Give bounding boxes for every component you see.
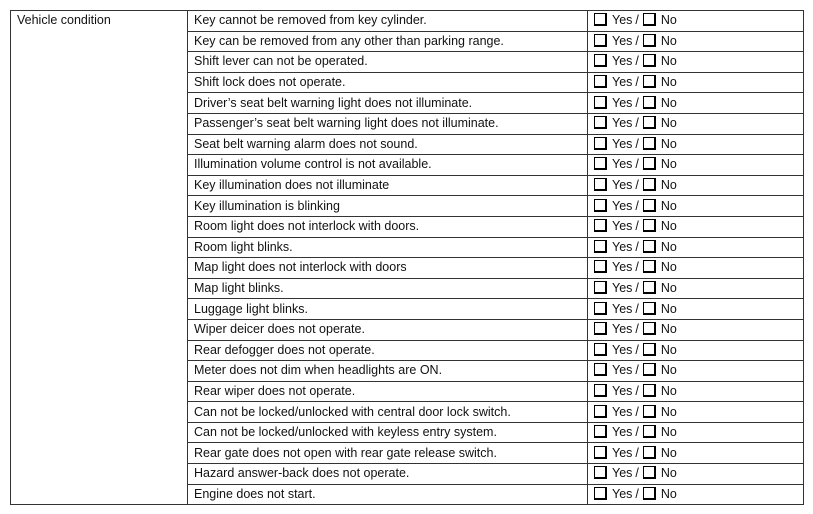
yes-no-options xyxy=(588,319,804,340)
yes-label: Yes xyxy=(612,342,633,357)
yes-no-options xyxy=(588,422,804,443)
yes-checkbox[interactable] xyxy=(594,178,607,191)
condition-description: Luggage light blinks. xyxy=(188,299,588,320)
no-label: No xyxy=(660,383,677,398)
no-label: No xyxy=(660,219,677,234)
no-checkbox[interactable] xyxy=(643,116,656,129)
condition-description: Passenger’s seat belt warning light does not illuminate. xyxy=(188,113,588,134)
no-checkbox[interactable] xyxy=(643,219,656,232)
no-label: No xyxy=(660,363,677,378)
option-separator: / xyxy=(635,281,639,296)
no-label: No xyxy=(660,301,677,316)
yes-label: Yes xyxy=(612,33,633,48)
yes-label: Yes xyxy=(612,198,633,213)
condition-description: Wiper deicer does not operate. xyxy=(188,319,588,340)
no-label: No xyxy=(660,95,677,110)
yes-label: Yes xyxy=(612,281,633,296)
no-checkbox[interactable] xyxy=(643,260,656,273)
yes-checkbox[interactable] xyxy=(594,446,607,459)
yes-checkbox[interactable] xyxy=(594,54,607,67)
no-checkbox[interactable] xyxy=(643,137,656,150)
yes-label: Yes xyxy=(612,260,633,275)
yes-checkbox[interactable] xyxy=(594,157,607,170)
yes-no-options xyxy=(588,11,804,32)
no-label: No xyxy=(660,116,677,131)
no-checkbox[interactable] xyxy=(643,96,656,109)
yes-no-options xyxy=(588,361,804,382)
no-checkbox[interactable] xyxy=(643,54,656,67)
yes-checkbox[interactable] xyxy=(594,384,607,397)
yes-label: Yes xyxy=(612,95,633,110)
no-label: No xyxy=(660,13,677,28)
category-label: Vehicle condition xyxy=(17,13,111,27)
no-checkbox[interactable] xyxy=(643,281,656,294)
yes-label: Yes xyxy=(612,404,633,419)
no-checkbox[interactable] xyxy=(643,466,656,479)
yes-checkbox[interactable] xyxy=(594,137,607,150)
option-separator: / xyxy=(635,219,639,234)
yes-label: Yes xyxy=(612,425,633,440)
yes-label: Yes xyxy=(612,466,633,481)
yes-no-options xyxy=(588,237,804,258)
option-separator: / xyxy=(635,363,639,378)
yes-no-options xyxy=(588,113,804,134)
condition-description: Key illumination is blinking xyxy=(188,196,588,217)
option-separator: / xyxy=(635,95,639,110)
no-checkbox[interactable] xyxy=(643,487,656,500)
no-label: No xyxy=(660,178,677,193)
option-separator: / xyxy=(635,383,639,398)
yes-label: Yes xyxy=(612,116,633,131)
condition-description: Map light blinks. xyxy=(188,278,588,299)
option-separator: / xyxy=(635,136,639,151)
yes-no-options xyxy=(588,175,804,196)
option-separator: / xyxy=(635,75,639,90)
yes-no-options xyxy=(588,381,804,402)
condition-description: Key illumination does not illuminate xyxy=(188,175,588,196)
condition-description: Can not be locked/unlocked with keyless entry system. xyxy=(188,422,588,443)
yes-label: Yes xyxy=(612,219,633,234)
yes-label: Yes xyxy=(612,54,633,69)
no-checkbox[interactable] xyxy=(643,363,656,376)
no-label: No xyxy=(660,404,677,419)
yes-no-options xyxy=(588,72,804,93)
condition-description: Key cannot be removed from key cylinder. xyxy=(188,11,588,32)
condition-description: Rear defogger does not operate. xyxy=(188,340,588,361)
no-checkbox[interactable] xyxy=(643,34,656,47)
no-checkbox[interactable] xyxy=(643,178,656,191)
yes-label: Yes xyxy=(612,136,633,151)
option-separator: / xyxy=(635,198,639,213)
yes-no-options xyxy=(588,402,804,423)
no-checkbox[interactable] xyxy=(643,446,656,459)
option-separator: / xyxy=(635,404,639,419)
yes-checkbox[interactable] xyxy=(594,322,607,335)
no-label: No xyxy=(660,33,677,48)
no-checkbox[interactable] xyxy=(643,302,656,315)
yes-no-options xyxy=(588,93,804,114)
option-separator: / xyxy=(635,342,639,357)
yes-label: Yes xyxy=(612,178,633,193)
no-label: No xyxy=(660,54,677,69)
yes-no-options xyxy=(588,134,804,155)
yes-checkbox[interactable] xyxy=(594,34,607,47)
yes-checkbox[interactable] xyxy=(594,405,607,418)
yes-checkbox[interactable] xyxy=(594,260,607,273)
yes-checkbox[interactable] xyxy=(594,281,607,294)
condition-description: Engine does not start. xyxy=(188,484,588,505)
option-separator: / xyxy=(635,466,639,481)
yes-checkbox[interactable] xyxy=(594,96,607,109)
condition-description: Rear wiper does not operate. xyxy=(188,381,588,402)
option-separator: / xyxy=(635,425,639,440)
yes-checkbox[interactable] xyxy=(594,363,607,376)
condition-description: Meter does not dim when headlights are ON. xyxy=(188,361,588,382)
yes-checkbox[interactable] xyxy=(594,425,607,438)
yes-label: Yes xyxy=(612,75,633,90)
no-checkbox[interactable] xyxy=(643,322,656,335)
no-label: No xyxy=(660,445,677,460)
option-separator: / xyxy=(635,322,639,337)
no-label: No xyxy=(660,75,677,90)
option-separator: / xyxy=(635,301,639,316)
no-label: No xyxy=(660,486,677,501)
yes-label: Yes xyxy=(612,239,633,254)
option-separator: / xyxy=(635,445,639,460)
condition-description: Map light does not interlock with doors xyxy=(188,258,588,279)
no-label: No xyxy=(660,466,677,481)
no-label: No xyxy=(660,342,677,357)
yes-checkbox[interactable] xyxy=(594,240,607,253)
yes-no-options xyxy=(588,196,804,217)
option-separator: / xyxy=(635,33,639,48)
no-label: No xyxy=(660,425,677,440)
yes-label: Yes xyxy=(612,13,633,28)
no-checkbox[interactable] xyxy=(643,75,656,88)
option-separator: / xyxy=(635,116,639,131)
no-checkbox[interactable] xyxy=(643,425,656,438)
yes-checkbox[interactable] xyxy=(594,13,607,26)
no-checkbox[interactable] xyxy=(643,240,656,253)
condition-description: Illumination volume control is not available. xyxy=(188,155,588,176)
yes-no-options xyxy=(588,31,804,52)
no-checkbox[interactable] xyxy=(643,343,656,356)
option-separator: / xyxy=(635,486,639,501)
yes-no-options xyxy=(588,52,804,73)
no-label: No xyxy=(660,281,677,296)
condition-description: Room light does not interlock with doors. xyxy=(188,216,588,237)
yes-no-options xyxy=(588,464,804,485)
yes-no-options xyxy=(588,155,804,176)
condition-description: Key can be removed from any other than parking range. xyxy=(188,31,588,52)
condition-rows xyxy=(11,11,804,505)
no-checkbox[interactable] xyxy=(643,199,656,212)
no-label: No xyxy=(660,198,677,213)
yes-no-options xyxy=(588,258,804,279)
yes-checkbox[interactable] xyxy=(594,343,607,356)
condition-description: Seat belt warning alarm does not sound. xyxy=(188,134,588,155)
option-separator: / xyxy=(635,54,639,69)
option-separator: / xyxy=(635,13,639,28)
yes-label: Yes xyxy=(612,322,633,337)
condition-description: Rear gate does not open with rear gate release switch. xyxy=(188,443,588,464)
no-label: No xyxy=(660,239,677,254)
yes-checkbox[interactable] xyxy=(594,302,607,315)
yes-checkbox[interactable] xyxy=(594,199,607,212)
condition-description: Driver’s seat belt warning light does not illuminate. xyxy=(188,93,588,114)
condition-description: Can not be locked/unlocked with central door lock switch. xyxy=(188,402,588,423)
no-label: No xyxy=(660,260,677,275)
option-separator: / xyxy=(635,239,639,254)
yes-label: Yes xyxy=(612,445,633,460)
yes-checkbox[interactable] xyxy=(594,219,607,232)
condition-description: Shift lever can not be operated. xyxy=(188,52,588,73)
yes-label: Yes xyxy=(612,383,633,398)
vehicle-condition-table xyxy=(10,10,804,505)
yes-label: Yes xyxy=(612,363,633,378)
condition-description: Shift lock does not operate. xyxy=(188,72,588,93)
yes-no-options xyxy=(588,340,804,361)
no-label: No xyxy=(660,157,677,172)
no-label: No xyxy=(660,322,677,337)
yes-checkbox[interactable] xyxy=(594,466,607,479)
yes-checkbox[interactable] xyxy=(594,75,607,88)
category-cell xyxy=(11,11,188,505)
yes-label: Yes xyxy=(612,301,633,316)
yes-label: Yes xyxy=(612,486,633,501)
no-checkbox[interactable] xyxy=(643,405,656,418)
option-separator: / xyxy=(635,157,639,172)
yes-label: Yes xyxy=(612,157,633,172)
no-checkbox[interactable] xyxy=(643,384,656,397)
yes-checkbox[interactable] xyxy=(594,487,607,500)
yes-no-options xyxy=(588,216,804,237)
condition-description: Room light blinks. xyxy=(188,237,588,258)
no-label: No xyxy=(660,136,677,151)
yes-no-options xyxy=(588,278,804,299)
option-separator: / xyxy=(635,260,639,275)
option-separator: / xyxy=(635,178,639,193)
yes-no-options xyxy=(588,299,804,320)
no-checkbox[interactable] xyxy=(643,13,656,26)
no-checkbox[interactable] xyxy=(643,157,656,170)
yes-checkbox[interactable] xyxy=(594,116,607,129)
condition-description: Hazard answer-back does not operate. xyxy=(188,464,588,485)
yes-no-options xyxy=(588,484,804,505)
table-row xyxy=(11,11,804,32)
yes-no-options xyxy=(588,443,804,464)
